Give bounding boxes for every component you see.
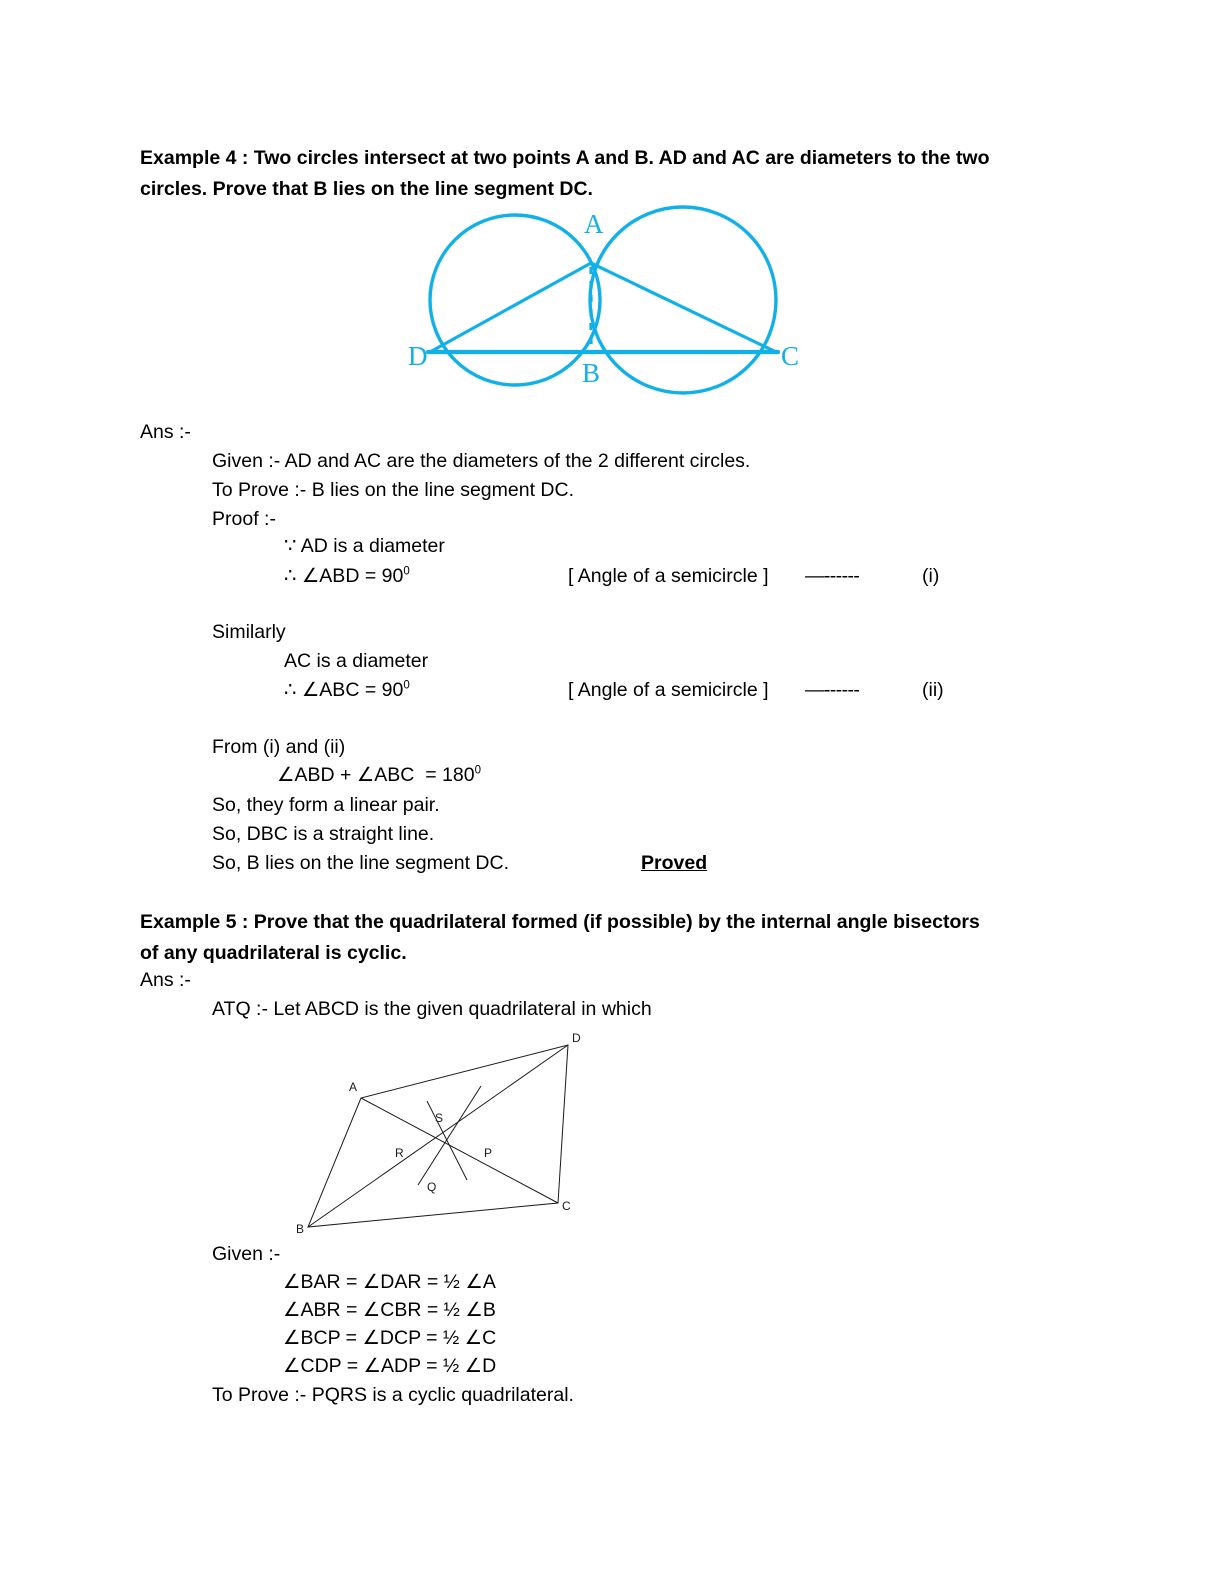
example-4-given: Given :- AD and AC are the diameters of the 2 different circles. <box>212 450 751 472</box>
label-P: P <box>484 1146 493 1160</box>
example-4-from-i-ii: From (i) and (ii) <box>212 736 346 758</box>
label-C: C <box>781 341 800 371</box>
example-4-sum-degree: 0 <box>474 764 481 777</box>
segment-AC <box>591 263 776 352</box>
bisector-stroke-1 <box>427 1101 467 1180</box>
label-D: D <box>572 1031 581 1045</box>
label-A: A <box>349 1080 358 1094</box>
example-4-dash-ii: —------ <box>805 679 860 701</box>
label-B: B <box>296 1222 305 1236</box>
label-A: A <box>584 209 604 239</box>
example-4-abc-text: ∴ ∠ABC = 90 <box>284 679 404 701</box>
example-4-abd-text: ∴ ∠ABD = 90 <box>284 565 404 587</box>
label-C: C <box>562 1199 571 1213</box>
quadrilateral-svg <box>285 1025 605 1240</box>
example-5-to-prove: To Prove :- PQRS is a cyclic quadrilateral. <box>212 1384 574 1406</box>
example-4-proved-badge: Proved <box>641 852 708 874</box>
example-4-because-ad: ∵ AD is a diameter <box>284 535 445 557</box>
example-4-ref-ii: (ii) <box>922 679 944 701</box>
circles-svg <box>400 205 810 400</box>
segment-DA <box>430 263 591 352</box>
example-5-given-line-3: ∠BCP = ∠DCP = ½ ∠C <box>283 1327 497 1349</box>
example-5-given-line-1: ∠BAR = ∠DAR = ½ ∠A <box>283 1271 496 1293</box>
example-4-linear-pair: So, they form a linear pair. <box>212 794 440 816</box>
example-4-statement-ii <box>284 676 410 704</box>
example-4-ans-label: Ans :- <box>140 421 191 443</box>
example-4-reason-ii: [ Angle of a semicircle ] <box>568 679 769 701</box>
example-4-ref-i: (i) <box>922 565 940 587</box>
diagonal-AC <box>361 1098 558 1203</box>
left-circle <box>430 215 600 385</box>
label-S: S <box>435 1111 444 1125</box>
example-5-ans-label: Ans :- <box>140 969 191 991</box>
example-4-sum-text: ∠ABD + ∠ABC = 180 <box>277 764 475 786</box>
example-4-sum-angles <box>277 761 481 789</box>
label-D: D <box>408 341 428 371</box>
label-Q: Q <box>427 1180 437 1194</box>
example-5-given-line-4: ∠CDP = ∠ADP = ½ ∠D <box>283 1355 497 1377</box>
example-5-given-line-2: ∠ABR = ∠CBR = ½ ∠B <box>283 1299 496 1321</box>
example-4-ac-diameter: AC is a diameter <box>284 650 429 672</box>
example-4-reason-i: [ Angle of a semicircle ] <box>568 565 769 587</box>
example-4-abc-degree: 0 <box>403 679 410 692</box>
example-4-dash-i: —------ <box>805 565 860 587</box>
diagonal-BD <box>308 1045 568 1227</box>
quadrilateral-bisectors-figure <box>285 1025 605 1240</box>
example-4-straight-line: So, DBC is a straight line. <box>212 823 435 845</box>
example-5-atq: ATQ :- Let ABCD is the given quadrilateral in which <box>212 998 652 1020</box>
example-4-similarly: Similarly <box>212 621 286 643</box>
example-4-proof-label: Proof :- <box>212 508 276 530</box>
two-intersecting-circles-figure <box>400 205 810 400</box>
label-R: R <box>395 1146 404 1160</box>
right-circle <box>590 207 776 393</box>
example-4-heading: Example 4 : Two circles intersect at two points A and B. AD and AC are diameters to the two circles. Prove that B lies on the line segment DC. <box>140 147 995 200</box>
example-4-to-prove: To Prove :- B lies on the line segment DC. <box>212 479 574 501</box>
example-4-statement-i <box>284 562 410 590</box>
example-4-conclusion: So, B lies on the line segment DC. <box>212 852 509 874</box>
label-B: B <box>582 358 601 388</box>
example-5-heading: Example 5 : Prove that the quadrilateral formed (if possible) by the internal angle bisectors of any quadrilateral is cyclic. <box>140 911 986 964</box>
example-5-given-label: Given :- <box>212 1243 281 1265</box>
example-4-abd-degree: 0 <box>403 565 410 578</box>
